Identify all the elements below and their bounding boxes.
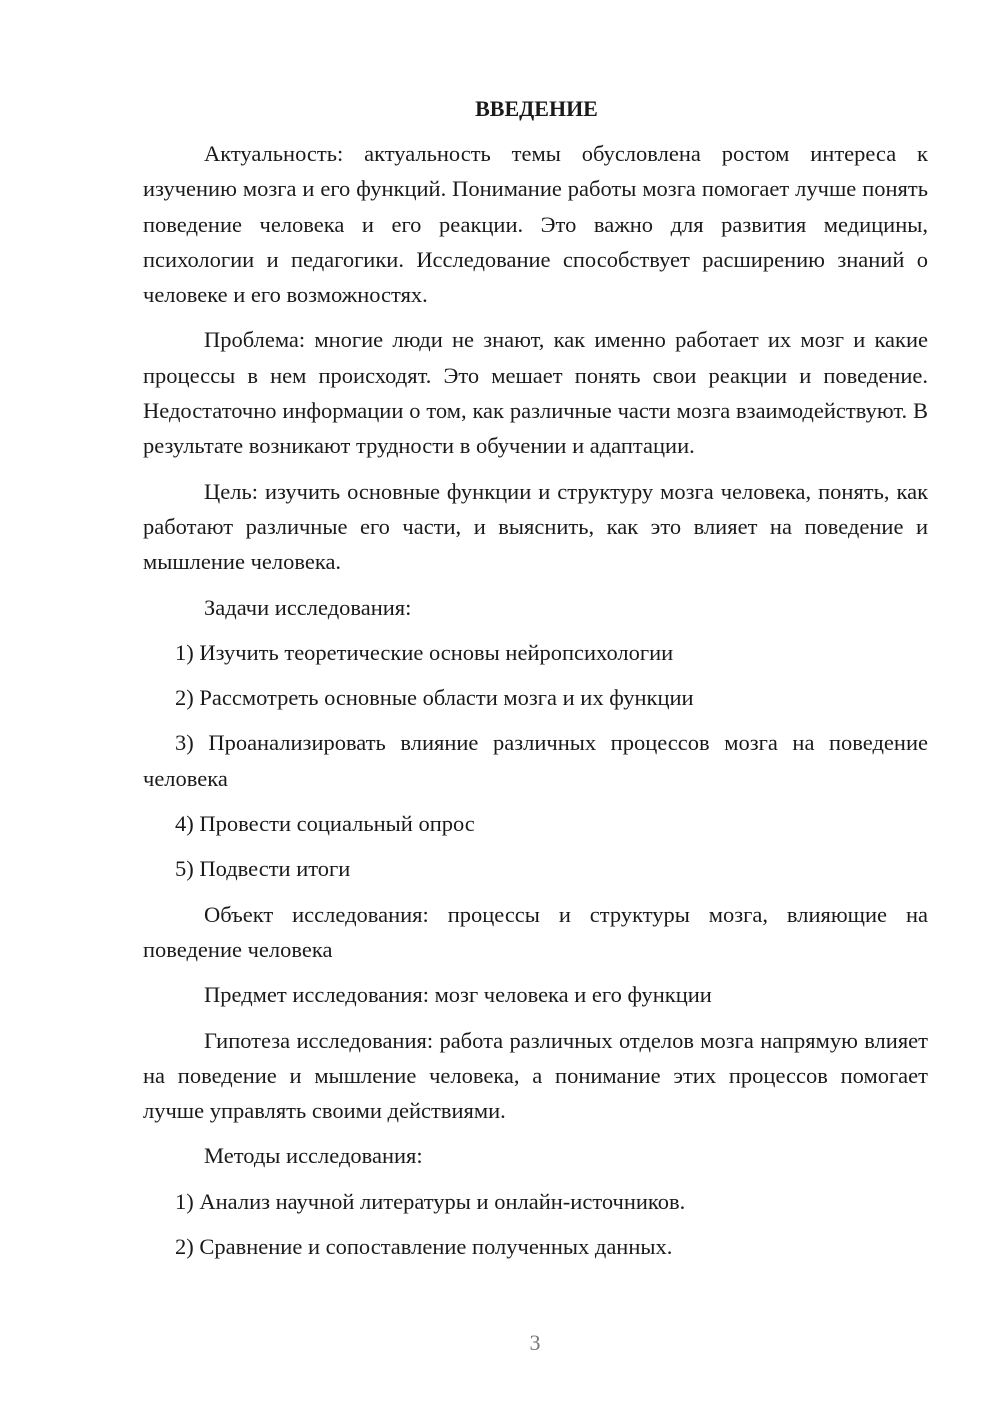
- document-title: ВВЕДЕНИЕ: [475, 96, 598, 121]
- object-paragraph: Объект исследования: процессы и структуры мозга, влияющие на поведение человека: [143, 901, 928, 962]
- task-item: 2) Рассмотреть основные области мозга и их функции: [175, 685, 694, 711]
- task-item: 5) Подвести итоги: [175, 856, 351, 882]
- hypothesis-paragraph: Гипотеза исследования: работа различных отделов мозга напрямую влияет на поведение и мышление человека, а понимание этих процессов помогает лучше управлять своими действиями.: [143, 1027, 928, 1124]
- problem-paragraph: Проблема: многие люди не знают, как именно работает их мозг и какие процессы в нем происходят. Это мешает понять свои реакции и поведение. Недостаточно информации о том, как различные части мозга взаимодействуют. В результате возникают трудности в обучении и адаптации.: [143, 327, 928, 459]
- task-item: 4) Провести социальный опрос: [175, 811, 475, 837]
- methods-heading: Методы исследования:: [204, 1143, 423, 1169]
- page-number: 3: [529, 1330, 541, 1355]
- subject-paragraph: Предмет исследования: мозг человека и его функции: [204, 982, 712, 1008]
- goal-paragraph: Цель: изучить основные функции и структуру мозга человека, понять, как работают различные его части, и выяснить, как это влияет на поведение и мышление человека.: [143, 478, 928, 575]
- method-item: 1) Анализ научной литературы и онлайн-источников.: [175, 1188, 686, 1214]
- tasks-heading: Задачи исследования:: [204, 594, 412, 620]
- task-item: 1) Изучить теоретические основы нейропсихологии: [175, 639, 674, 665]
- relevance-paragraph: Актуальность: актуальность темы обусловлена ростом интереса к изучению мозга и его функций. Понимание работы мозга помогает лучше понять поведение человека и его реакции. Это важно для развития медицины, психологии и педагогики. Исследование способствует расширению знаний о человеке и его возможностях.: [143, 141, 928, 308]
- document-page: [143, 90, 928, 1274]
- method-item: 2) Сравнение и сопоставление полученных данных.: [175, 1234, 673, 1260]
- task-item: 3) Проанализировать влияние различных процессов мозга на поведение человека: [143, 730, 928, 791]
